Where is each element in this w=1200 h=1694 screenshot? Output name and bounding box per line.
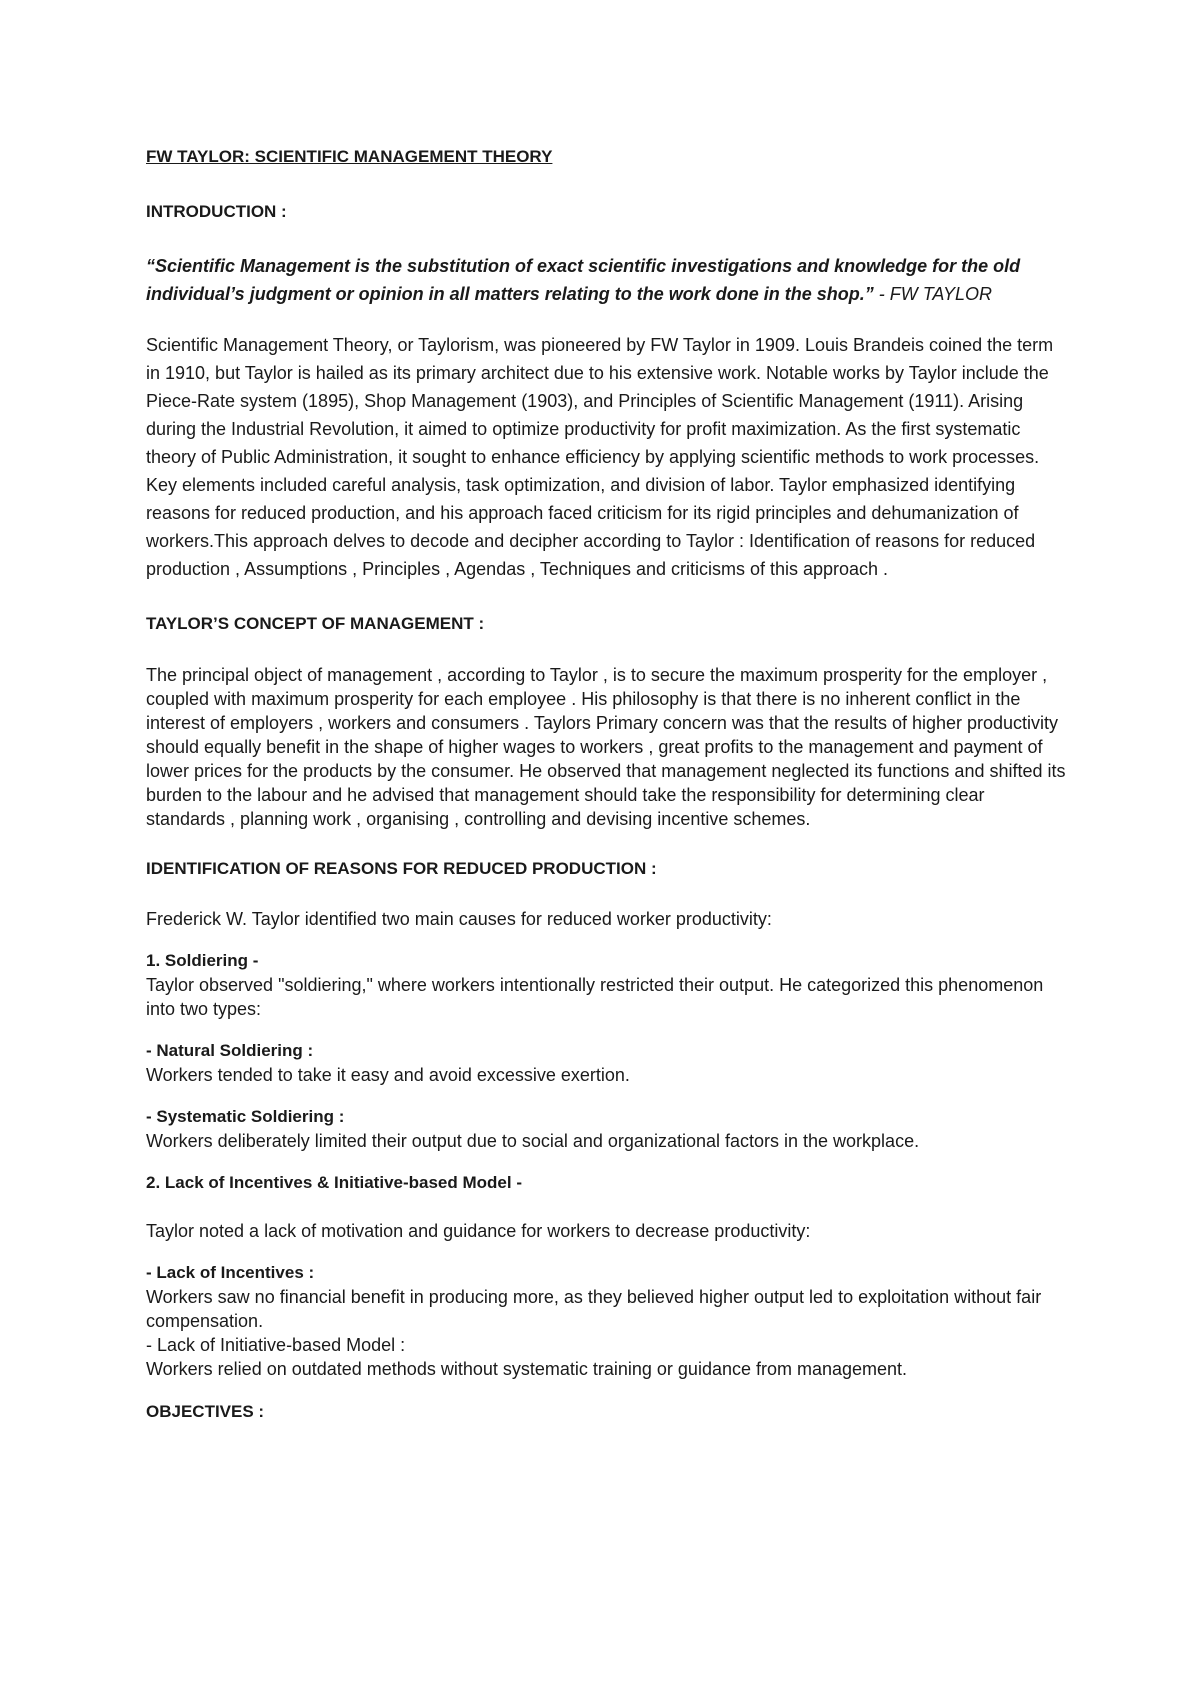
introduction-heading: INTRODUCTION :: [146, 202, 287, 221]
objectives-heading: OBJECTIVES :: [146, 1402, 265, 1421]
concept-paragraph: The principal object of management , according to Taylor , is to secure the maximum prosperity for the employer , coupled with maximum prosperity for each employee . His philosophy is that there is no inherent conflict in the interest of employers , workers and consumers . Taylors Primary concern was that the results of higher productivity should equally benefit in the shape of higher wages to workers , great profits to the management and payment of lower prices for the products by the consumer. He observed that management neglected its functions and shifted its burden to the labour and he advised that management should take the responsibility for determining clear standards , planning work , organising , controlling and devising incentive schemes.: [146, 665, 1066, 829]
natural-soldiering-text: Workers tended to take it easy and avoid excessive exertion.: [146, 1065, 630, 1085]
lack-initiative-text: Workers relied on outdated methods without systematic training or guidance from management.: [146, 1359, 908, 1379]
lack-initiative-heading: - Lack of Initiative-based Model :: [146, 1335, 406, 1355]
quote-attribution: - FW TAYLOR: [873, 284, 993, 304]
lack-incentives-text: Workers saw no financial benefit in producing more, as they believed higher output led to exploitation without fair compensation.: [146, 1287, 1042, 1331]
document-page: [146, 146, 1066, 1423]
introduction-paragraph: Scientific Management Theory, or Taylorism, was pioneered by FW Taylor in 1909. Louis Brandeis coined the term in 1910, but Taylor is hailed as its primary architect due to his extensive work. Notable works by Taylor include the Piece-Rate system (1895), Shop Management (1903), and Principles of Scientific Management (1911). Arising during the Industrial Revolution, it aimed to optimize productivity for profit maximization. As the first systematic theory of Public Administration, it sought to enhance efficiency by applying scientific methods to work processes. Key elements included careful analysis, task optimization, and division of labor. Taylor emphasized identifying reasons for reduced production, and his approach faced criticism for its rigid principles and dehumanization of workers.This approach delves to decode and decipher according to Taylor : Identification of reasons for reduced production , Assumptions , Principles , Agendas , Techniques and criticisms of this approach .: [146, 335, 1054, 579]
soldiering-text: Taylor observed "soldiering," where workers intentionally restricted their output. He categorized this phenomenon into two types:: [146, 975, 1044, 1019]
soldiering-heading: 1. Soldiering -: [146, 951, 259, 970]
incentives-text: Taylor noted a lack of motivation and guidance for workers to decrease productivity:: [146, 1221, 811, 1241]
concept-heading: TAYLOR’S CONCEPT OF MANAGEMENT :: [146, 614, 485, 633]
incentives-heading: 2. Lack of Incentives & Initiative-based Model -: [146, 1173, 522, 1192]
intro-quote: [146, 252, 1066, 308]
systematic-soldiering-text: Workers deliberately limited their output due to social and organizational factors in the workplace.: [146, 1131, 920, 1151]
systematic-soldiering-heading: - Systematic Soldiering :: [146, 1107, 345, 1126]
reasons-intro: Frederick W. Taylor identified two main causes for reduced worker productivity:: [146, 909, 772, 929]
reasons-heading: IDENTIFICATION OF REASONS FOR REDUCED PRODUCTION :: [146, 859, 657, 878]
document-title: FW TAYLOR: SCIENTIFIC MANAGEMENT THEORY: [146, 147, 553, 166]
natural-soldiering-heading: - Natural Soldiering :: [146, 1041, 314, 1060]
lack-incentives-heading: - Lack of Incentives :: [146, 1263, 315, 1282]
quote-text: “Scientific Management is the substitution of exact scientific investigations and knowledge for the old individual’s judgment or opinion in all matters relating to the work done in the shop.”: [146, 256, 1021, 304]
